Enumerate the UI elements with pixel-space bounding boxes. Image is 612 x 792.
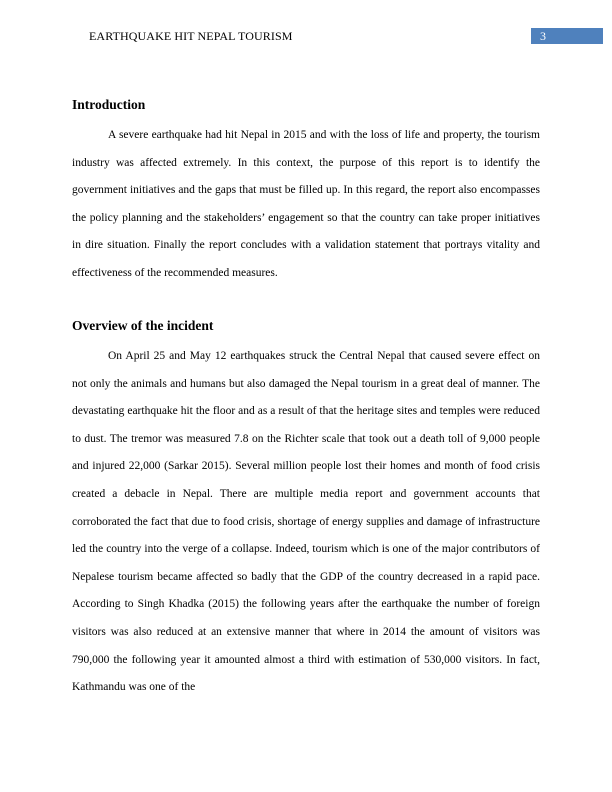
page-number-box — [531, 28, 603, 44]
page-number: 3 — [540, 29, 546, 43]
overview-paragraph: On April 25 and May 12 earthquakes struck the Central Nepal that caused severe effect on not only the animals and humans but also damaged the Nepal tourism in a great deal of manner. The devastating earthquake hit the floor and as a result of that the heritage sites and temples were reduced to dust. The tremor was measured 7.8 on the Richter scale that took out a death toll of 9,000 people and injured 22,000 (Sarkar 2015). Several million people lost their homes and month of food crisis created a debacle in Nepal. There are multiple media report and government accounts that corroborated the fact that due to food crisis, shortage of energy supplies and damage of infrastructure led the country into the verge of a collapse. Indeed, tourism which is one of the major contributors of Nepalese tourism became affected so badly that the GDP of the country decreased in a rapid pace. According to Singh Khadka (2015) the following years after the earthquake the number of foreign visitors was also reduced at an extensive manner that where in 2014 the amount of visitors was 790,000 the following year it amounted almost a third with estimation of 530,000 visitors. In fact, Kathmandu was one of the — [72, 350, 540, 694]
section-heading-overview: Overview of the incident — [72, 318, 214, 333]
introduction-paragraph: A severe earthquake had hit Nepal in 2015 and with the loss of life and property, the tourism industry was affected extremely. In this context, the purpose of this report is to identify the government initiatives and the gaps that must be filled up. In this regard, the report also encompasses the policy planning and the stakeholders’ engagement so that the country can take proper initiatives in dire situation. Finally the report concludes with a validation statement that portrays vitality and effectiveness of the recommended measures. — [72, 129, 540, 279]
running-head: EARTHQUAKE HIT NEPAL TOURISM — [89, 29, 293, 43]
section-heading-introduction: Introduction — [72, 97, 146, 112]
